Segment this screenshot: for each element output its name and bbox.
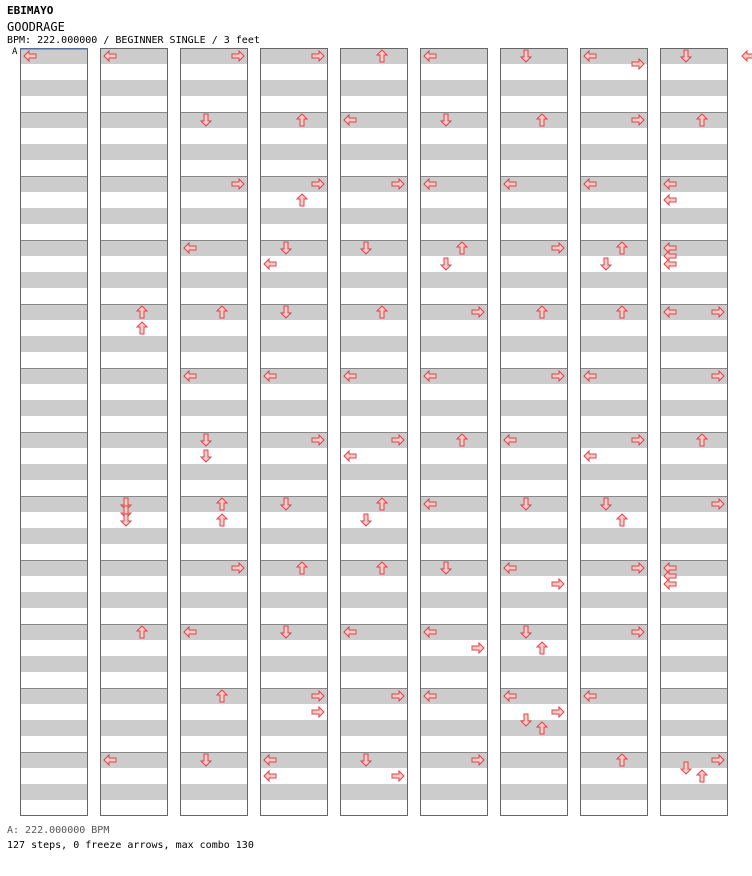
beat-stripe bbox=[100, 176, 168, 192]
beat-stripe bbox=[260, 80, 328, 96]
beat-stripe bbox=[660, 688, 728, 704]
arrow-down-icon bbox=[441, 258, 451, 270]
beat-stripe bbox=[20, 272, 88, 288]
beat-stripe bbox=[660, 720, 728, 736]
beat-stripe bbox=[100, 112, 168, 128]
beat-stripe bbox=[260, 528, 328, 544]
arrow-left-icon bbox=[264, 771, 276, 781]
arrow-right-icon bbox=[552, 579, 564, 589]
beat-stripe bbox=[340, 560, 408, 576]
beat-stripe bbox=[180, 432, 248, 448]
beat-stripe bbox=[180, 720, 248, 736]
beat-stripe bbox=[580, 752, 648, 768]
arrow-down-icon bbox=[601, 258, 611, 270]
beat-stripe bbox=[180, 208, 248, 224]
song-title: GOODRAGE bbox=[7, 20, 65, 34]
beat-stripe bbox=[260, 784, 328, 800]
beat-stripe bbox=[340, 592, 408, 608]
beat-stripe bbox=[20, 656, 88, 672]
beat-stripe bbox=[580, 240, 648, 256]
beat-stripe bbox=[100, 240, 168, 256]
beat-stripe bbox=[420, 240, 488, 256]
beat-stripe bbox=[500, 80, 568, 96]
arrow-up-icon bbox=[217, 514, 227, 526]
beat-stripe bbox=[420, 336, 488, 352]
beat-stripe bbox=[500, 272, 568, 288]
beat-stripe bbox=[660, 208, 728, 224]
beat-stripe bbox=[260, 656, 328, 672]
beat-stripe bbox=[180, 496, 248, 512]
beat-stripe bbox=[580, 336, 648, 352]
beat-stripe bbox=[340, 752, 408, 768]
beat-stripe bbox=[580, 464, 648, 480]
arrow-down-icon bbox=[201, 450, 211, 462]
beat-stripe bbox=[20, 144, 88, 160]
beat-stripe bbox=[180, 528, 248, 544]
beat-stripe bbox=[580, 528, 648, 544]
beat-stripe bbox=[260, 400, 328, 416]
beat-stripe bbox=[500, 464, 568, 480]
beat-stripe bbox=[340, 496, 408, 512]
beat-stripe bbox=[580, 656, 648, 672]
beat-stripe bbox=[260, 144, 328, 160]
beat-stripe bbox=[100, 400, 168, 416]
beat-stripe bbox=[660, 784, 728, 800]
beat-stripe bbox=[20, 336, 88, 352]
beat-stripe bbox=[660, 432, 728, 448]
beat-stripe bbox=[100, 432, 168, 448]
beat-stripe bbox=[420, 144, 488, 160]
beat-stripe bbox=[580, 496, 648, 512]
beat-stripe bbox=[180, 304, 248, 320]
beat-stripe bbox=[500, 656, 568, 672]
beat-stripe bbox=[420, 272, 488, 288]
arrow-up-icon bbox=[537, 642, 547, 654]
beat-stripe bbox=[500, 592, 568, 608]
beat-stripe bbox=[20, 752, 88, 768]
beat-stripe bbox=[340, 400, 408, 416]
beat-stripe bbox=[100, 720, 168, 736]
beat-stripe bbox=[340, 272, 408, 288]
beat-stripe bbox=[660, 272, 728, 288]
beat-stripe bbox=[260, 208, 328, 224]
beat-stripe bbox=[260, 592, 328, 608]
beat-stripe bbox=[500, 496, 568, 512]
beat-stripe bbox=[500, 752, 568, 768]
beat-stripe bbox=[340, 208, 408, 224]
beat-stripe bbox=[180, 656, 248, 672]
beat-stripe bbox=[180, 464, 248, 480]
beat-stripe bbox=[20, 304, 88, 320]
artist-name: EBIMAYO bbox=[7, 4, 54, 17]
arrow-left-icon bbox=[664, 259, 676, 269]
beat-stripe bbox=[100, 208, 168, 224]
beat-stripe bbox=[500, 208, 568, 224]
beat-stripe bbox=[500, 48, 568, 64]
beat-stripe bbox=[100, 144, 168, 160]
beat-stripe bbox=[340, 48, 408, 64]
beat-stripe bbox=[180, 688, 248, 704]
beat-stripe bbox=[100, 528, 168, 544]
beat-stripe bbox=[580, 80, 648, 96]
beat-stripe bbox=[420, 400, 488, 416]
beat-stripe bbox=[260, 240, 328, 256]
beat-stripe bbox=[180, 80, 248, 96]
beat-stripe bbox=[660, 144, 728, 160]
beat-stripe bbox=[660, 80, 728, 96]
beat-stripe bbox=[420, 784, 488, 800]
beat-stripe bbox=[500, 784, 568, 800]
beat-stripe bbox=[100, 560, 168, 576]
chart-info: BPM: 222.000000 / BEGINNER SINGLE / 3 feet bbox=[7, 35, 260, 46]
beat-stripe bbox=[340, 720, 408, 736]
beat-stripe bbox=[260, 336, 328, 352]
beat-stripe bbox=[20, 432, 88, 448]
beat-stripe bbox=[420, 464, 488, 480]
beat-stripe bbox=[580, 720, 648, 736]
beat-stripe bbox=[100, 688, 168, 704]
beat-stripe bbox=[580, 784, 648, 800]
beat-stripe bbox=[340, 80, 408, 96]
beat-stripe bbox=[260, 304, 328, 320]
beat-stripe bbox=[340, 656, 408, 672]
beat-stripe bbox=[20, 720, 88, 736]
arrow-right-icon bbox=[312, 707, 324, 717]
arrow-up-icon bbox=[697, 770, 707, 782]
beat-stripe bbox=[420, 432, 488, 448]
beat-stripe bbox=[20, 528, 88, 544]
beat-stripe bbox=[500, 528, 568, 544]
beat-stripe bbox=[20, 80, 88, 96]
beat-stripe bbox=[500, 304, 568, 320]
arrow-down-icon bbox=[361, 514, 371, 526]
beat-stripe bbox=[260, 560, 328, 576]
arrow-down-icon bbox=[121, 514, 131, 526]
beat-stripe bbox=[340, 240, 408, 256]
beat-stripe bbox=[180, 144, 248, 160]
beat-stripe bbox=[100, 624, 168, 640]
beat-stripe bbox=[500, 144, 568, 160]
beat-stripe bbox=[340, 336, 408, 352]
arrow-left-icon bbox=[664, 195, 676, 205]
beat-stripe bbox=[420, 80, 488, 96]
beat-stripe bbox=[660, 464, 728, 480]
beat-stripe bbox=[580, 592, 648, 608]
arrow-left-icon bbox=[584, 451, 596, 461]
beat-stripe bbox=[660, 592, 728, 608]
beat-stripe bbox=[180, 336, 248, 352]
beat-stripe bbox=[340, 464, 408, 480]
beat-stripe bbox=[420, 592, 488, 608]
beat-stripe bbox=[580, 144, 648, 160]
beat-stripe bbox=[100, 592, 168, 608]
beat-stripe bbox=[260, 624, 328, 640]
beat-stripe bbox=[100, 656, 168, 672]
beat-stripe bbox=[660, 48, 728, 64]
beat-stripe bbox=[100, 368, 168, 384]
beat-stripe bbox=[420, 560, 488, 576]
beat-stripe bbox=[180, 592, 248, 608]
beat-stripe bbox=[660, 112, 728, 128]
beat-stripe bbox=[20, 208, 88, 224]
arrow-left-icon bbox=[264, 259, 276, 269]
arrow-left-icon bbox=[344, 451, 356, 461]
beat-stripe bbox=[100, 80, 168, 96]
beat-stripe bbox=[660, 528, 728, 544]
beat-stripe bbox=[500, 336, 568, 352]
arrow-right-icon bbox=[472, 643, 484, 653]
arrow-up-icon bbox=[297, 194, 307, 206]
beat-stripe bbox=[180, 400, 248, 416]
beat-stripe bbox=[420, 112, 488, 128]
beat-stripe bbox=[100, 784, 168, 800]
beat-stripe bbox=[100, 336, 168, 352]
beat-stripe bbox=[260, 272, 328, 288]
arrow-right-icon bbox=[392, 771, 404, 781]
beat-stripe bbox=[340, 144, 408, 160]
beat-stripe bbox=[20, 592, 88, 608]
arrow-up-icon bbox=[617, 514, 627, 526]
beat-stripe bbox=[660, 624, 728, 640]
beat-stripe bbox=[660, 656, 728, 672]
beat-stripe bbox=[20, 624, 88, 640]
beat-stripe bbox=[580, 304, 648, 320]
beat-stripe bbox=[260, 720, 328, 736]
beat-stripe bbox=[20, 240, 88, 256]
beat-stripe bbox=[660, 400, 728, 416]
beat-stripe bbox=[260, 496, 328, 512]
beat-stripe bbox=[500, 112, 568, 128]
beat-stripe bbox=[100, 464, 168, 480]
arrow-right-icon bbox=[552, 707, 564, 717]
beat-stripe bbox=[420, 528, 488, 544]
beat-stripe bbox=[420, 208, 488, 224]
arrow-left-icon bbox=[742, 51, 752, 61]
bpm-marker-label: A bbox=[12, 47, 18, 57]
beat-stripe bbox=[340, 304, 408, 320]
beat-stripe bbox=[260, 112, 328, 128]
chart-stats: 127 steps, 0 freeze arrows, max combo 130 bbox=[7, 840, 254, 851]
beat-stripe bbox=[580, 272, 648, 288]
beat-stripe bbox=[580, 400, 648, 416]
bpm-legend: A: 222.000000 BPM bbox=[7, 825, 110, 836]
beat-stripe bbox=[20, 560, 88, 576]
beat-stripe bbox=[180, 784, 248, 800]
beat-stripe bbox=[420, 720, 488, 736]
arrow-up-icon bbox=[137, 322, 147, 334]
beat-stripe bbox=[20, 784, 88, 800]
beat-stripe bbox=[340, 528, 408, 544]
beat-stripe bbox=[500, 720, 568, 736]
beat-stripe bbox=[20, 496, 88, 512]
beat-stripe bbox=[100, 304, 168, 320]
beat-stripe bbox=[180, 112, 248, 128]
beat-stripe bbox=[20, 464, 88, 480]
beat-stripe bbox=[100, 496, 168, 512]
beat-stripe bbox=[100, 272, 168, 288]
beat-stripe bbox=[20, 688, 88, 704]
beat-stripe bbox=[340, 784, 408, 800]
beat-stripe bbox=[420, 656, 488, 672]
beat-stripe bbox=[20, 368, 88, 384]
beat-stripe bbox=[500, 624, 568, 640]
beat-stripe bbox=[260, 464, 328, 480]
arrow-left-icon bbox=[664, 579, 676, 589]
beat-stripe bbox=[180, 752, 248, 768]
beat-stripe bbox=[20, 400, 88, 416]
beat-stripe bbox=[660, 336, 728, 352]
beat-stripe bbox=[500, 400, 568, 416]
beat-stripe bbox=[580, 208, 648, 224]
beat-stripe bbox=[20, 112, 88, 128]
beat-stripe bbox=[20, 176, 88, 192]
beat-stripe bbox=[180, 272, 248, 288]
